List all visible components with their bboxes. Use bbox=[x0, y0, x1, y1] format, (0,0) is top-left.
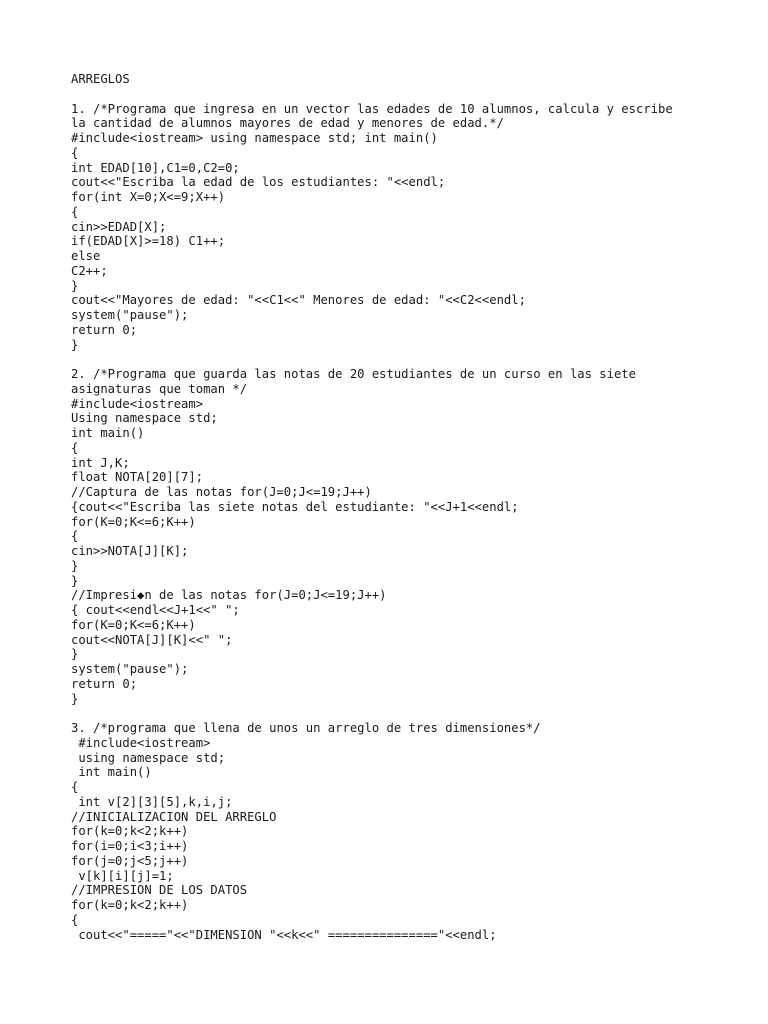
document-page bbox=[71, 72, 751, 942]
code-line: { bbox=[71, 529, 79, 544]
code-line: } bbox=[71, 573, 79, 588]
code-line: //INICIALIZACION DEL ARREGLO bbox=[71, 809, 277, 824]
code-line: cout<<"Escriba la edad de los estudiantes: "<<endl; bbox=[71, 175, 446, 190]
code-line: cout<<"====="<<"DIMENSION "<<k<<" ==============="<<endl; bbox=[71, 927, 497, 942]
code-line: { bbox=[71, 204, 79, 219]
spacer bbox=[71, 87, 751, 102]
code-line: int EDAD[10],C1=0,C2=0; bbox=[71, 160, 240, 175]
code-line: la cantidad de alumnos mayores de edad y menores de edad.*/ bbox=[71, 116, 504, 131]
code-line: cout<<NOTA[J][K]<<" "; bbox=[71, 632, 233, 647]
code-line: for(i=0;i<3;i++) bbox=[71, 839, 189, 853]
code-line: for(j=0;j<5;j++) bbox=[71, 853, 189, 868]
code-line: for(k=0;k<2;k++) bbox=[71, 898, 189, 912]
code-line: //IMPRESION DE LOS DATOS bbox=[71, 883, 248, 898]
code-line: C2++; bbox=[71, 263, 108, 278]
code-line: #include<iostream> bbox=[71, 396, 204, 411]
spacer bbox=[71, 352, 751, 367]
code-line: for(K=0;K<=6;K++) bbox=[71, 514, 196, 529]
code-line: } bbox=[71, 691, 79, 706]
code-line: float NOTA[20][7]; bbox=[71, 470, 204, 485]
code-line: {cout<<"Escriba las siete notas del estudiante: "<<J+1<<endl; bbox=[71, 499, 519, 514]
code-line: int main() bbox=[71, 426, 145, 440]
code-line: 3. /*programa que llena de unos un arreglo de tres dimensiones*/ bbox=[71, 721, 541, 735]
code-line: //Impresi◆n de las notas for(J=0;J<=19;J++) bbox=[71, 588, 387, 603]
code-section-1 bbox=[71, 102, 751, 353]
code-sections bbox=[71, 102, 751, 943]
code-line: int main() bbox=[71, 765, 152, 780]
code-line: v[k][i][j]=1; bbox=[71, 868, 174, 883]
spacer bbox=[71, 706, 751, 721]
code-line: #include<iostream> using namespace std; int main() bbox=[71, 131, 438, 145]
code-line: if(EDAD[X]>=18) C1++; bbox=[71, 234, 226, 249]
code-line: Using namespace std; bbox=[71, 411, 218, 426]
code-line: } bbox=[71, 337, 79, 352]
code-section-2 bbox=[71, 367, 751, 706]
code-line: return 0; bbox=[71, 322, 138, 337]
code-line: { bbox=[71, 780, 79, 794]
code-section-3 bbox=[71, 721, 751, 942]
code-line: { bbox=[71, 912, 79, 927]
code-line: #include<iostream> bbox=[71, 735, 211, 750]
code-line: } bbox=[71, 558, 79, 573]
code-line: asignaturas que toman */ bbox=[71, 381, 248, 396]
code-line: { cout<<endl<<J+1<<" "; bbox=[71, 603, 240, 617]
code-line: for(int X=0;X<=9;X++) bbox=[71, 190, 226, 204]
code-line: int J,K; bbox=[71, 455, 130, 470]
code-line: cin>>NOTA[J][K]; bbox=[71, 544, 189, 558]
code-line: { bbox=[71, 440, 79, 455]
code-line: cout<<"Mayores de edad: "<<C1<<" Menores de edad: "<<C2<<endl; bbox=[71, 293, 526, 308]
code-line: else bbox=[71, 249, 101, 263]
code-line: int v[2][3][5],k,i,j; bbox=[71, 794, 233, 809]
code-line: } bbox=[71, 647, 79, 662]
code-line: for(K=0;K<=6;K++) bbox=[71, 617, 196, 632]
code-line: 1. /*Programa que ingresa en un vector las edades de 10 alumnos, calcula y escribe bbox=[71, 101, 673, 116]
code-line: //Captura de las notas for(J=0;J<=19;J++) bbox=[71, 485, 372, 499]
code-line: using namespace std; bbox=[71, 750, 226, 765]
document-title: ARREGLOS bbox=[71, 72, 130, 86]
code-line: 2. /*Programa que guarda las notas de 20 estudiantes de un curso en las siete bbox=[71, 367, 636, 381]
code-line: system("pause"); bbox=[71, 308, 189, 322]
code-line: } bbox=[71, 278, 79, 293]
code-line: return 0; bbox=[71, 676, 138, 691]
code-line: { bbox=[71, 145, 79, 160]
code-line: cin>>EDAD[X]; bbox=[71, 219, 167, 234]
code-line: system("pause"); bbox=[71, 662, 189, 676]
code-line: for(k=0;k<2;k++) bbox=[71, 824, 189, 839]
